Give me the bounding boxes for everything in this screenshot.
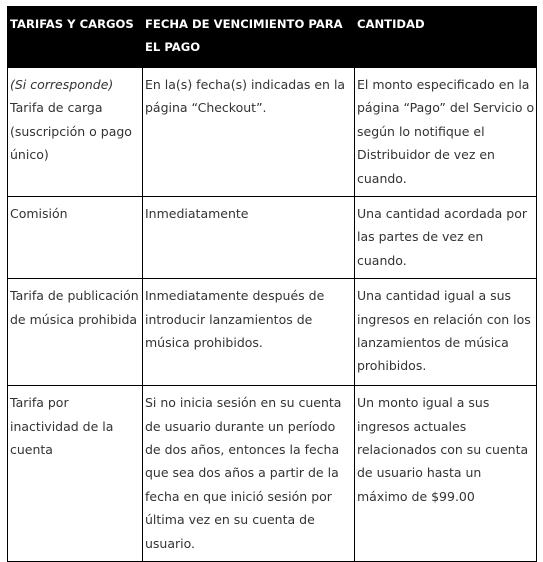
header-amount: CANTIDAD (355, 7, 537, 68)
amount-cell: Una cantidad acordada por las partes de vez en cuando. (355, 197, 537, 279)
amount-cell: El monto especificado en la página “Pago” del Servicio o según lo notifique el Distribuidor de vez en cuando. (355, 68, 537, 197)
due-cell: Inmediatamente (143, 197, 355, 279)
amount-cell: Un monto igual a sus ingresos actuales relacionados con su cuenta de usuario hasta un máximo de $99.00 (355, 386, 537, 562)
fee-label: Tarifa de carga (suscripción o pago único) (10, 100, 132, 163)
due-cell: Inmediatamente después de introducir lanzamientos de música prohibidos. (143, 279, 355, 386)
header-due-date: FECHA DE VENCIMIENTO PARA EL PAGO (143, 7, 355, 68)
table-body (8, 68, 537, 562)
fee-cell: Tarifa por inactividad de la cuenta (8, 386, 143, 562)
header-fees: TARIFAS Y CARGOS (8, 7, 143, 68)
table-row (8, 68, 537, 197)
table-row (8, 197, 537, 279)
due-cell: En la(s) fecha(s) indicadas en la página “Checkout”. (143, 68, 355, 197)
fee-cell: Tarifa de publicación de música prohibida (8, 279, 143, 386)
table-header (8, 7, 537, 68)
table-row (8, 386, 537, 562)
amount-cell: Una cantidad igual a sus ingresos en relación con los lanzamientos de música prohibidos. (355, 279, 537, 386)
fees-table (7, 6, 537, 562)
fee-cell: Comisión (8, 197, 143, 279)
due-cell: Si no inicia sesión en su cuenta de usuario durante un período de dos años, entonces la fecha que sea dos años a partir de la fecha en que inició sesión por última vez en su cuenta de usuario. (143, 386, 355, 562)
fee-cell (8, 68, 143, 197)
header-row (8, 7, 537, 68)
table-row (8, 279, 537, 386)
fee-note: (Si corresponde) (10, 77, 114, 92)
